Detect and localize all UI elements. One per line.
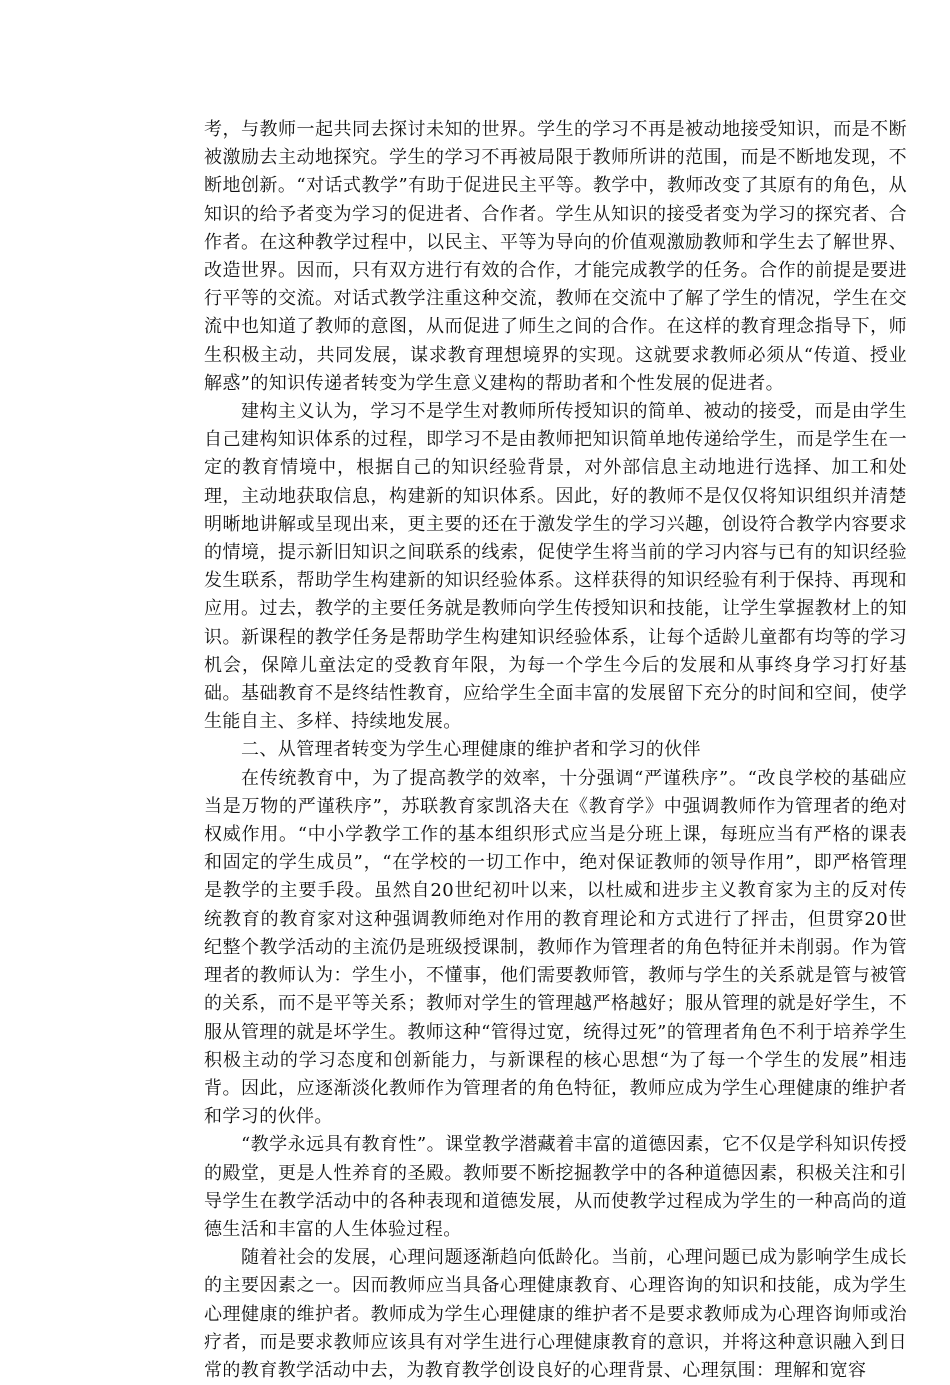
paragraph-moral-education: “教学永远具有教育性”。课堂教学潜藏着丰富的道德因素，它不仅是学科知识传授的殿堂，更是人性养育的圣殿。教师要不断挖掘教学中的各种道德因素，积极关注和引导学生在教学活动中的各种表现和道德发展，从而使教学过程成为学生的一种高尚的道德生活和丰富的人生体验过程。 [204,1134,907,1240]
paragraph-traditional-education: 在传统教育中，为了提高教学的效率，十分强调“严谨秩序”。“改良学校的基础应当是万物的严谨秩序”，苏联教育家凯洛夫在《教育学》中强调教师作为管理者的绝对权威作用。“中小学教学工作的基本组织形式应当是分班上课，每班应当有严格的课表和固定的学生成员”，“在学校的一切工作中，绝对保证教师的领导作用”，即严格管理是教学的主要手段。虽然自20世纪初叶以来，以杜威和进步主义教育家为主的反对传统教育的教育家对这种强调教师绝对作用的教育理论和方式进行了抨击，但贯穿20世纪整个教学活动的主流仍是班级授课制，教师作为管理者的角色特征并未削弱。作为管理者的教师认为：学生小，不懂事，他们需要教师管，教师与学生的关系就是管与被管的关系，而不是平等关系；教师对学生的管理越严格越好；服从管理的就是好学生，不服从管理的就是坏学生。教师这种“管得过宽，统得过死”的管理者角色不利于培养学生积极主动的学习态度和创新能力，与新课程的核心思想“为了每一个学生的发展”相违背。因此，应逐渐淡化教师作为管理者的角色特征，教师应成为学生心理健康的维护者和学习的伙伴。 [204,767,907,1128]
paragraph-mental-health: 随着社会的发展，心理问题逐渐趋向低龄化。当前，心理问题已成为影响学生成长的主要因素之一。因而教师应当具备心理健康教育、心理咨询的知识和技能，成为学生心理健康的维护者。教师成为学生心理健康的维护者不是要求教师成为心理咨询师或治疗者，而是要求教师应该具有对学生进行心理健康教育的意识，并将这种意识融入到日常的教育教学活动中去，为教育教学创设良好的心理背景、心理氛围：理解和宽容 [204,1247,907,1381]
paragraph-constructivism: 建构主义认为，学习不是学生对教师所传授知识的简单、被动的接受，而是由学生自己建构知识体系的过程，即学习不是由教师把知识简单地传递给学生，而是学生在一定的教育情境中，根据自己的知识经验背景，对外部信息主动地进行选择、加工和处理，主动地获取信息，构建新的知识体系。因此，好的教师不是仅仅将知识组织并清楚明晰地讲解或呈现出来，更主要的还在于激发学生的学习兴趣，创设符合教学内容要求的情境，提示新旧知识之间联系的线索，促使学生将当前的学习内容与已有的知识经验发生联系，帮助学生构建新的知识经验体系。这样获得的知识经验有利于保持、再现和应用。过去，教学的主要任务就是教师向学生传授知识和技能，让学生掌握教材上的知识。新课程的教学任务是帮助学生构建知识经验体系，让每个适龄儿童都有均等的学习机会，保障儿童法定的受教育年限，为每一个学生今后的发展和从事终身学习打好基础。基础教育不是终结性教育，应给学生全面丰富的发展留下充分的时间和空间，使学生能自主、多样、持续地发展。 [204,401,907,733]
section-heading: 二、从管理者转变为学生心理健康的维护者和学习的伙伴 [241,739,701,761]
paragraph-continuation: 考，与教师一起共同去探讨未知的世界。学生的学习不再是被动地接受知识，而是不断被激励去主动地探究。学生的学习不再被局限于教师所讲的范围，而是不断地发现，不断地创新。“对话式教学”有助于促进民主平等。教学中，教师改变了其原有的角色，从知识的给予者变为学习的促进者、合作者。学生从知识的接受者变为学习的探究者、合作者。在这种教学过程中，以民主、平等为导向的价值观激励教师和学生去了解世界、改造世界。因而，只有双方进行有效的合作，才能完成教学的任务。合作的前提是要进行平等的交流。对话式教学注重这种交流，教师在交流中了解了学生的情况，学生在交流中也知道了教师的意图，从而促进了师生之间的合作。在这样的教育理念指导下，师生积极主动，共同发展，谋求教育理想境界的实现。这就要求教师必须从“传道、授业解惑”的知识传递者转变为学生意义建构的帮助者和个性发展的促进者。 [204,119,907,394]
document-body [204,116,907,1385]
